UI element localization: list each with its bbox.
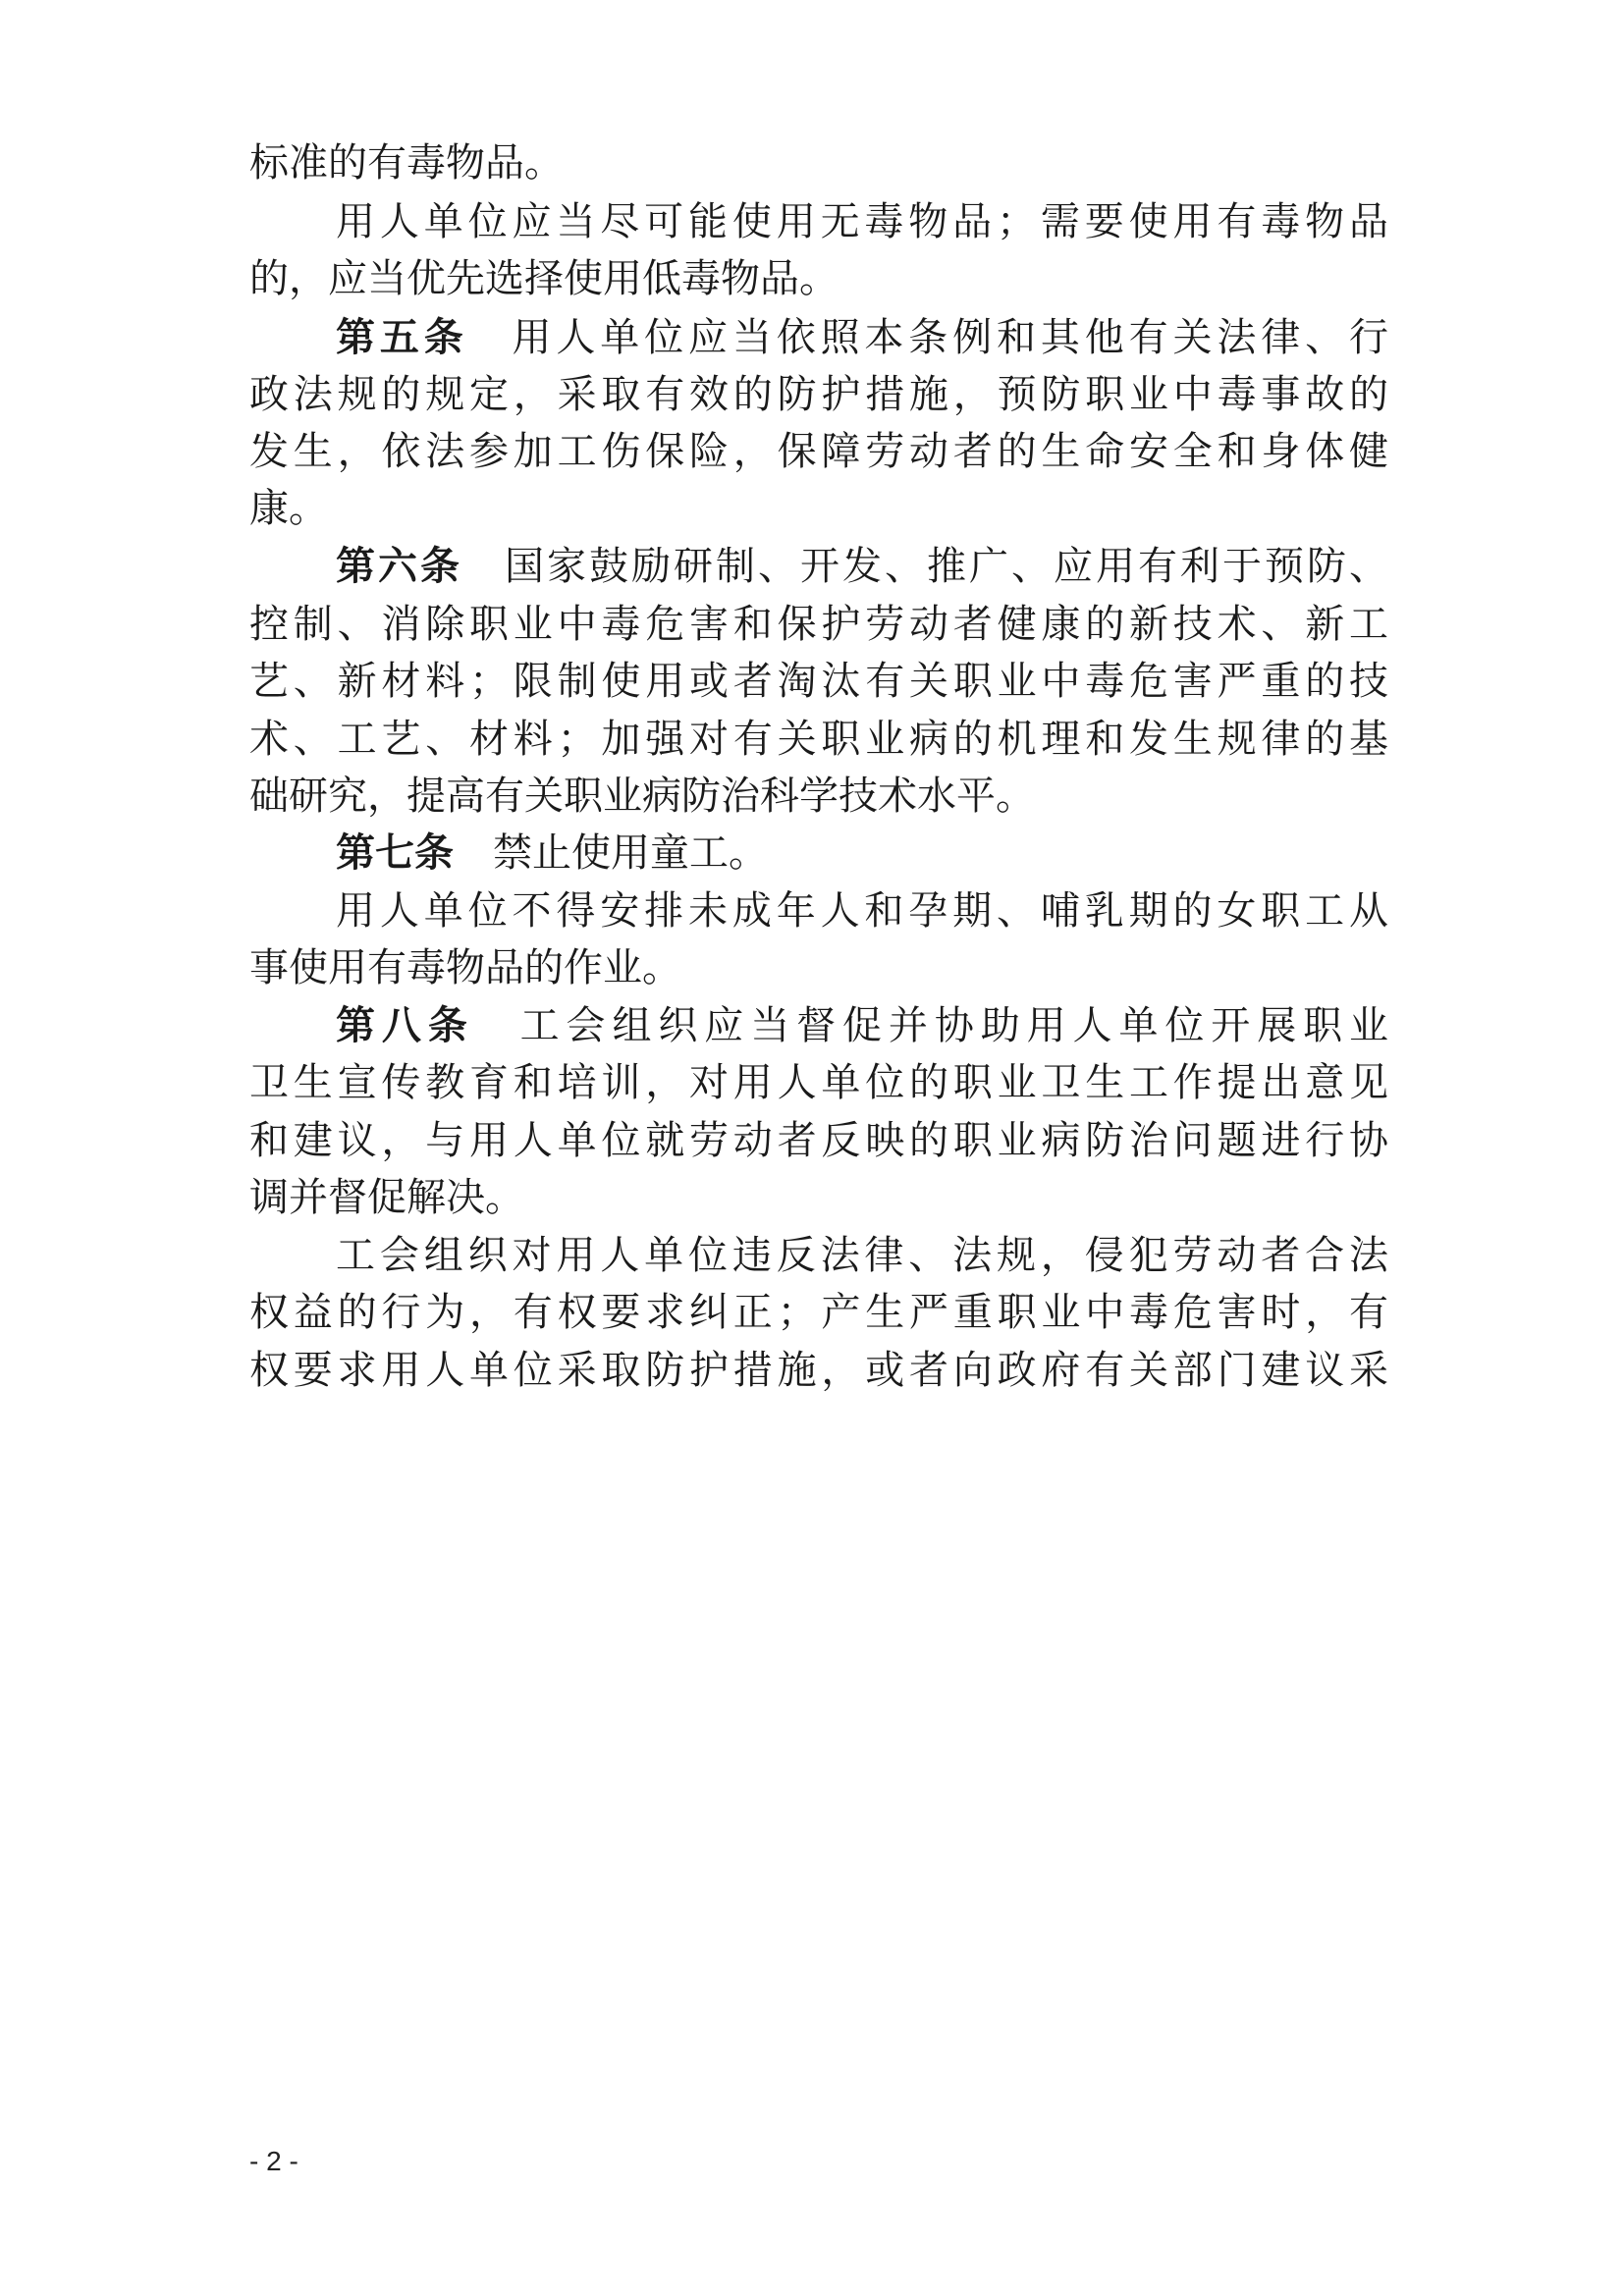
article-heading: 第五条 bbox=[336, 316, 468, 359]
article-line bbox=[336, 831, 1388, 875]
article-text: 禁止使用童工。 bbox=[493, 831, 768, 875]
page-number: - 2 - bbox=[249, 2146, 298, 2176]
text-line: 标准的有毒物品。 bbox=[249, 141, 564, 185]
article-text: 国家鼓励研制、开发、推广、应用有利于预防、 bbox=[502, 545, 1388, 588]
article-heading: 第七条 bbox=[336, 831, 454, 875]
text-line: 艺、新材料；限制使用或者淘汰有关职业中毒危害严重的技 bbox=[249, 660, 1388, 703]
text-line: 调并督促解决。 bbox=[249, 1176, 524, 1219]
article-line bbox=[336, 545, 1388, 588]
text-line: 卫生宣传教育和培训，对用人单位的职业卫生工作提出意见 bbox=[249, 1061, 1388, 1104]
text-line: 权益的行为，有权要求纠正；产生严重职业中毒危害时，有 bbox=[249, 1291, 1388, 1334]
text-line: 术、工艺、材料；加强对有关职业病的机理和发生规律的基 bbox=[249, 718, 1388, 761]
text-line: 权要求用人单位采取防护措施，或者向政府有关部门建议采 bbox=[249, 1349, 1388, 1392]
text-line: 康。 bbox=[249, 487, 328, 530]
text-line: 用人单位不得安排未成年人和孕期、哺乳期的女职工从 bbox=[336, 889, 1388, 933]
article-heading: 第八条 bbox=[336, 1004, 474, 1047]
text-line: 发生，依法参加工伤保险，保障劳动者的生命安全和身体健 bbox=[249, 430, 1388, 473]
text-line: 政法规的规定，采取有效的防护措施，预防职业中毒事故的 bbox=[249, 373, 1388, 416]
text-line: 的，应当优先选择使用低毒物品。 bbox=[249, 257, 839, 300]
article-heading: 第六条 bbox=[336, 545, 462, 588]
article-line bbox=[336, 1004, 1388, 1047]
article-line bbox=[336, 316, 1388, 359]
text-line: 和建议，与用人单位就劳动者反映的职业病防治问题进行协 bbox=[249, 1119, 1388, 1162]
text-line: 础研究，提高有关职业病防治科学技术水平。 bbox=[249, 774, 1035, 818]
text-line: 控制、消除职业中毒危害和保护劳动者健康的新技术、新工 bbox=[249, 603, 1388, 646]
text-line: 工会组织对用人单位违反法律、法规，侵犯劳动者合法 bbox=[336, 1234, 1388, 1277]
article-text: 工会组织应当督促并协助用人单位开展职业 bbox=[513, 1004, 1388, 1047]
text-line: 事使用有毒物品的作业。 bbox=[249, 946, 681, 989]
article-text: 用人单位应当依照本条例和其他有关法律、行 bbox=[507, 316, 1388, 359]
text-line: 用人单位应当尽可能使用无毒物品；需要使用有毒物品 bbox=[336, 200, 1388, 243]
